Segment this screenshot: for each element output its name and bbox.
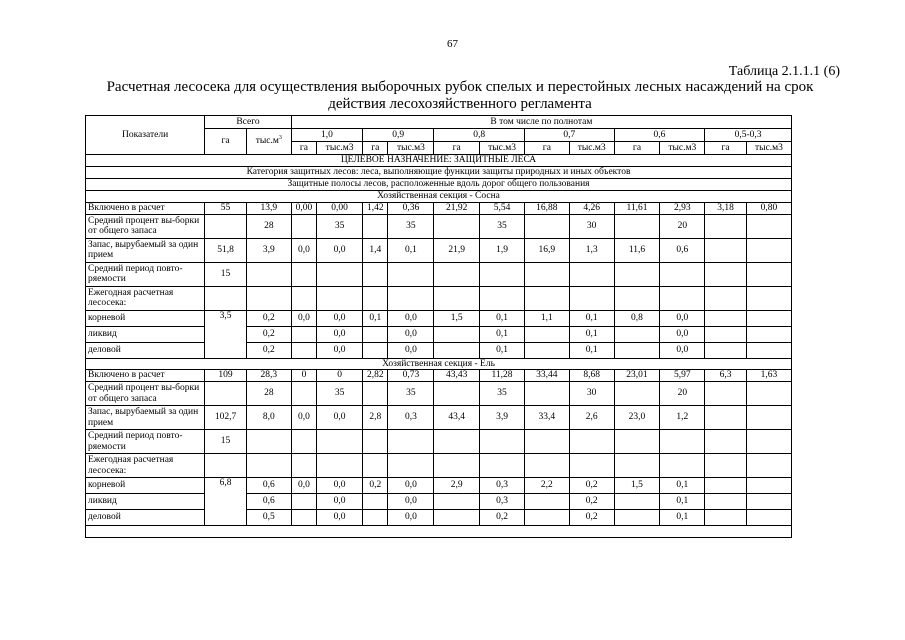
table-cell: 0,2 (246, 326, 291, 342)
table-cell (524, 494, 569, 510)
table-cell: 5,54 (480, 202, 525, 214)
table-cell (705, 430, 747, 454)
table-cell (746, 382, 791, 406)
forest-cutting-table (85, 115, 792, 538)
table-cell: 0,0 (388, 310, 434, 326)
table-cell (480, 454, 525, 478)
table-cell: 0,0 (291, 406, 316, 430)
table-cell: 23,0 (614, 406, 660, 430)
row-included (86, 370, 792, 382)
table-cell (746, 494, 791, 510)
table-cell: 0,1 (569, 342, 614, 358)
table-cell (291, 382, 316, 406)
table-cell: 33,4 (524, 406, 569, 430)
table-cell (746, 478, 791, 494)
header-including: В том числе по полнотам (291, 116, 791, 129)
table-cell: 1,1 (524, 310, 569, 326)
table-cell (524, 326, 569, 342)
table-cell (388, 262, 434, 286)
page-title: Расчетная лесосека для осуществления выборочных рубок спелых и перестойных лесных насаждений на срок действия лесохозяйственного регламента (106, 79, 814, 112)
table-cell (524, 430, 569, 454)
table-cell (705, 382, 747, 406)
table-cell: 35 (388, 214, 434, 238)
table-cell: 0,0 (317, 406, 363, 430)
unit-label: тыс.м (255, 136, 279, 147)
table-cell: 1,42 (363, 202, 388, 214)
table-cell: 3,9 (480, 406, 525, 430)
section-heading-row (86, 358, 792, 370)
table-cell: 0,0 (660, 326, 705, 342)
table-cell (705, 494, 747, 510)
table-cell (434, 510, 480, 526)
table-cell (524, 214, 569, 238)
table-cell: 0,00 (317, 202, 363, 214)
table-cell (434, 382, 480, 406)
table-cell: 11,6 (614, 238, 660, 262)
table-cell (317, 262, 363, 286)
table-cell: 43,4 (434, 406, 480, 430)
table-cell (660, 286, 705, 310)
table-cell: 11,28 (480, 370, 525, 382)
table-cell (705, 406, 747, 430)
table-cell: 3,5 (205, 310, 247, 358)
table-cell: 35 (480, 382, 525, 406)
table-cell (205, 286, 247, 310)
table-cell: 0,3 (388, 406, 434, 430)
table-cell (614, 326, 660, 342)
header-row-1 (86, 116, 792, 129)
table-cell: 23,01 (614, 370, 660, 382)
subcategory-row (86, 179, 792, 191)
row-included (86, 202, 792, 214)
table-cell: 0,2 (246, 310, 291, 326)
table-cell (614, 382, 660, 406)
header-total-ha: га (205, 129, 247, 155)
density-header: 0,8 (434, 129, 525, 142)
section-heading: Хозяйственная секция - Сосна (86, 191, 792, 203)
table-cell: 0,1 (660, 494, 705, 510)
table-cell (291, 510, 316, 526)
unit-superscript: 3 (278, 135, 282, 142)
table-cell (291, 286, 316, 310)
table-cell: 0,73 (388, 370, 434, 382)
table-cell (746, 406, 791, 430)
table-cell: 0,1 (480, 310, 525, 326)
row-label: Включено в расчет (86, 202, 205, 214)
table-cell: 35 (480, 214, 525, 238)
header-total: Всего (205, 116, 292, 129)
table-cell (291, 214, 316, 238)
table-cell (705, 286, 747, 310)
density-header: 1,0 (291, 129, 362, 142)
table-cell (705, 510, 747, 526)
table-cell (434, 454, 480, 478)
table-cell: 30 (569, 214, 614, 238)
table-cell (363, 262, 388, 286)
unit-thous-m3: тыс.м3 (480, 142, 525, 155)
table-cell: 0,0 (317, 326, 363, 342)
table-cell: 20 (660, 382, 705, 406)
unit-thous-m3: тыс.м3 (388, 142, 434, 155)
table-cell: 0,2 (246, 342, 291, 358)
table-cell (205, 454, 247, 478)
table-cell (434, 214, 480, 238)
table-cell: 55 (205, 202, 247, 214)
table-cell (480, 430, 525, 454)
table-cell (569, 286, 614, 310)
row-label: ликвид (86, 494, 205, 510)
table-number: Таблица 2.1.1.1 (6) (728, 64, 840, 79)
table-cell (524, 454, 569, 478)
table-cell (524, 510, 569, 526)
table-cell: 0,1 (388, 238, 434, 262)
table-cell (746, 214, 791, 238)
table-cell (363, 286, 388, 310)
table-cell: 6,8 (205, 478, 247, 526)
row-label: Средний процент вы-борки от общего запаса (86, 382, 205, 406)
table-cell (434, 342, 480, 358)
page-number: 67 (447, 38, 458, 50)
table-cell: 35 (388, 382, 434, 406)
table-cell: 8,68 (569, 370, 614, 382)
table-cell: 2,8 (363, 406, 388, 430)
table-cell: 8,0 (246, 406, 291, 430)
table-cell (569, 430, 614, 454)
table-cell (660, 454, 705, 478)
section-heading-row (86, 191, 792, 203)
blank-cell (86, 526, 792, 538)
table-cell (614, 214, 660, 238)
table-cell (705, 478, 747, 494)
table-cell (434, 326, 480, 342)
unit-ha: га (524, 142, 569, 155)
table-cell: 0,80 (746, 202, 791, 214)
table-cell: 15 (205, 262, 247, 286)
table-cell: 0 (317, 370, 363, 382)
row-root (86, 478, 792, 494)
table-cell (363, 342, 388, 358)
table-cell: 0 (291, 370, 316, 382)
unit-ha: га (291, 142, 316, 155)
unit-thous-m3: тыс.м3 (660, 142, 705, 155)
table-cell (388, 286, 434, 310)
table-cell (660, 262, 705, 286)
table-cell: 0,0 (317, 478, 363, 494)
table-cell (388, 454, 434, 478)
unit-ha: га (705, 142, 747, 155)
table-cell (705, 326, 747, 342)
subcategory-heading: Защитные полосы лесов, расположенные вдоль дорог общего пользования (86, 179, 792, 191)
table-cell: 21,92 (434, 202, 480, 214)
row-period (86, 262, 792, 286)
table-cell: 0,0 (317, 342, 363, 358)
density-header: 0,9 (363, 129, 434, 142)
row-label: Запас, вырубаемый за один прием (86, 238, 205, 262)
row-annual (86, 454, 792, 478)
table-cell: 20 (660, 214, 705, 238)
header-total-thous-m3 (246, 129, 291, 155)
row-label: Ежегодная расчетная лесосека: (86, 286, 205, 310)
table-cell (705, 214, 747, 238)
density-header: 0,7 (524, 129, 614, 142)
table-cell (746, 238, 791, 262)
table-cell: 1,4 (363, 238, 388, 262)
table-cell (614, 262, 660, 286)
table-cell: 5,97 (660, 370, 705, 382)
row-label: Включено в расчет (86, 370, 205, 382)
table-cell (746, 430, 791, 454)
table-cell: 1,63 (746, 370, 791, 382)
table-cell (291, 326, 316, 342)
table-cell (660, 430, 705, 454)
table-cell: 0,1 (480, 326, 525, 342)
table-cell (434, 286, 480, 310)
table-cell (746, 310, 791, 326)
table-cell (363, 214, 388, 238)
unit-ha: га (363, 142, 388, 155)
row-label: корневой (86, 478, 205, 494)
table-cell (480, 262, 525, 286)
table-cell: 16,9 (524, 238, 569, 262)
table-cell: 1,2 (660, 406, 705, 430)
table-cell (614, 454, 660, 478)
table-cell (363, 454, 388, 478)
table-cell: 0,1 (569, 326, 614, 342)
table-cell: 35 (317, 382, 363, 406)
density-header: 0,5-0,3 (705, 129, 792, 142)
table-cell (317, 286, 363, 310)
density-header: 0,6 (614, 129, 705, 142)
table-cell: 0,2 (363, 478, 388, 494)
table-cell (746, 262, 791, 286)
unit-ha: га (614, 142, 660, 155)
table-cell: 2,9 (434, 478, 480, 494)
table-cell (246, 430, 291, 454)
table-cell (246, 286, 291, 310)
table-cell (246, 454, 291, 478)
table-cell: 0,8 (614, 310, 660, 326)
table-cell (746, 286, 791, 310)
table-cell: 0,0 (388, 326, 434, 342)
table-cell (434, 430, 480, 454)
row-root (86, 310, 792, 326)
table-cell: 0,1 (569, 310, 614, 326)
table-cell: 3,9 (246, 238, 291, 262)
table-cell (434, 262, 480, 286)
blank-row (86, 526, 792, 538)
table-cell (291, 430, 316, 454)
unit-ha: га (434, 142, 480, 155)
table-cell: 0,0 (317, 310, 363, 326)
row-stock (86, 406, 792, 430)
row-stock (86, 238, 792, 262)
table-cell: 6,3 (705, 370, 747, 382)
section-heading: Хозяйственная секция - Ель (86, 358, 792, 370)
table-cell (746, 326, 791, 342)
table-cell: 0,0 (388, 494, 434, 510)
table-cell (705, 310, 747, 326)
table-cell: 0,0 (317, 238, 363, 262)
row-label: Средний период повто-ряемости (86, 430, 205, 454)
table-cell (614, 342, 660, 358)
unit-thous-m3: тыс.м3 (317, 142, 363, 155)
table-cell: 13,9 (246, 202, 291, 214)
table-cell: 0,6 (246, 478, 291, 494)
table-cell: 0,0 (291, 238, 316, 262)
header-indicators: Показатели (86, 116, 205, 155)
table-cell: 28 (246, 214, 291, 238)
table-cell: 0,1 (480, 342, 525, 358)
table-cell: 0,0 (291, 478, 316, 494)
category-row (86, 167, 792, 179)
row-label: ликвид (86, 326, 205, 342)
table-cell (705, 454, 747, 478)
table-cell: 0,0 (388, 510, 434, 526)
table-cell (205, 382, 247, 406)
row-avg-pct (86, 214, 792, 238)
table-cell: 0,1 (660, 510, 705, 526)
table-cell (205, 214, 247, 238)
table-cell: 2,82 (363, 370, 388, 382)
table-cell: 30 (569, 382, 614, 406)
row-period (86, 430, 792, 454)
table-cell: 15 (205, 430, 247, 454)
table-cell: 0,1 (363, 310, 388, 326)
table-cell: 33,44 (524, 370, 569, 382)
table-cell: 102,7 (205, 406, 247, 430)
table-cell (363, 382, 388, 406)
table-cell: 1,5 (434, 310, 480, 326)
table-cell: 16,88 (524, 202, 569, 214)
table-cell (363, 430, 388, 454)
table-cell: 43,43 (434, 370, 480, 382)
row-liquid (86, 326, 792, 342)
table-cell (524, 382, 569, 406)
table-cell: 1,5 (614, 478, 660, 494)
row-liquid (86, 494, 792, 510)
table-cell (746, 510, 791, 526)
table-cell: 21,9 (434, 238, 480, 262)
table-cell: 0,36 (388, 202, 434, 214)
table-cell (705, 238, 747, 262)
table-cell (317, 454, 363, 478)
row-label: Средний процент вы-борки от общего запаса (86, 214, 205, 238)
unit-thous-m3: тыс.м3 (569, 142, 614, 155)
table-cell: 0,00 (291, 202, 316, 214)
table-cell: 0,2 (569, 510, 614, 526)
table-cell: 0,5 (246, 510, 291, 526)
table-cell (388, 430, 434, 454)
table-cell: 1,9 (480, 238, 525, 262)
table-cell (614, 430, 660, 454)
table-cell (569, 454, 614, 478)
table-cell: 35 (317, 214, 363, 238)
purpose-row (86, 155, 792, 167)
row-label: Ежегодная расчетная лесосека: (86, 454, 205, 478)
table-cell (746, 342, 791, 358)
table-cell: 0,0 (388, 342, 434, 358)
table-cell (524, 286, 569, 310)
table-cell (363, 510, 388, 526)
row-label: Средний период повто-ряемости (86, 262, 205, 286)
table-cell (569, 262, 614, 286)
table-cell: 0,3 (480, 494, 525, 510)
table-cell (363, 326, 388, 342)
table-cell: 0,2 (569, 478, 614, 494)
row-label: корневой (86, 310, 205, 326)
table-cell (434, 494, 480, 510)
table-cell (291, 262, 316, 286)
table-cell (614, 286, 660, 310)
table-cell: 51,8 (205, 238, 247, 262)
table-cell: 2,93 (660, 202, 705, 214)
table-cell: 0,1 (660, 478, 705, 494)
row-label: деловой (86, 510, 205, 526)
table-cell (705, 262, 747, 286)
table-cell: 28 (246, 382, 291, 406)
table-cell (363, 494, 388, 510)
table-cell: 0,3 (480, 478, 525, 494)
table-cell (746, 454, 791, 478)
table-cell: 0,6 (246, 494, 291, 510)
table-cell: 0,2 (569, 494, 614, 510)
purpose-heading: ЦЕЛЕВОЕ НАЗНАЧЕНИЕ: ЗАЩИТНЫЕ ЛЕСА (86, 155, 792, 167)
row-avg-pct (86, 382, 792, 406)
table-cell: 28,3 (246, 370, 291, 382)
table-cell (291, 494, 316, 510)
table-cell (614, 510, 660, 526)
table-cell: 0,0 (388, 478, 434, 494)
table-cell: 0,0 (317, 494, 363, 510)
table-cell (317, 430, 363, 454)
table-cell (291, 342, 316, 358)
table-cell: 0,6 (660, 238, 705, 262)
category-heading: Категория защитных лесов: леса, выполняющие функции защиты природных и иных объектов (86, 167, 792, 179)
table-cell: 11,61 (614, 202, 660, 214)
table-cell (480, 286, 525, 310)
table-cell (614, 494, 660, 510)
table-cell: 4,26 (569, 202, 614, 214)
row-business (86, 342, 792, 358)
table-cell: 0,0 (317, 510, 363, 526)
table-cell: 0,2 (480, 510, 525, 526)
table-cell (291, 454, 316, 478)
row-label: Запас, вырубаемый за один прием (86, 406, 205, 430)
row-label: деловой (86, 342, 205, 358)
table-cell: 0,0 (291, 310, 316, 326)
table-cell: 1,3 (569, 238, 614, 262)
table-cell: 2,2 (524, 478, 569, 494)
unit-thous-m3: тыс.м3 (746, 142, 791, 155)
table-cell (524, 342, 569, 358)
table-cell (705, 342, 747, 358)
table-cell (524, 262, 569, 286)
table-cell: 3,18 (705, 202, 747, 214)
table-cell (246, 262, 291, 286)
table-cell: 2,6 (569, 406, 614, 430)
table-cell: 0,0 (660, 342, 705, 358)
row-annual (86, 286, 792, 310)
table-cell: 109 (205, 370, 247, 382)
row-business (86, 510, 792, 526)
table-cell: 0,0 (660, 310, 705, 326)
